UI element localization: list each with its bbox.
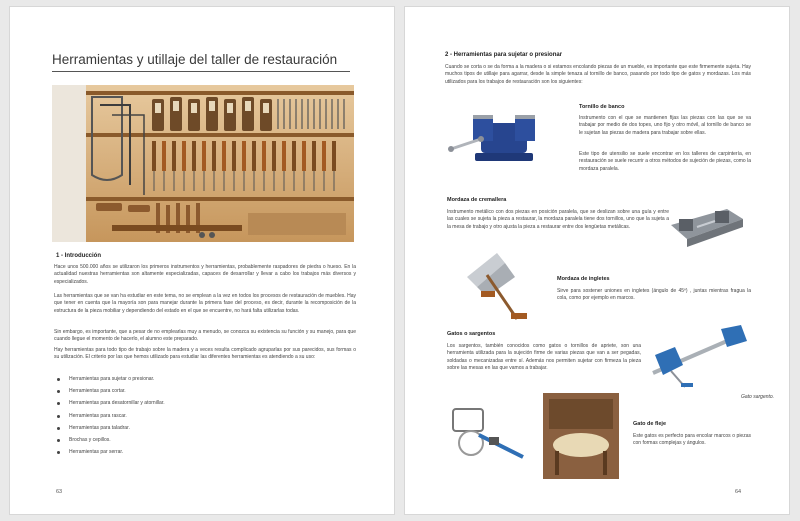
bar-clamps-heading: Gatos o sargentos: [447, 331, 496, 337]
intro-paragraph-3: Sin embargo, es importante, que a pesar de no emplearlas muy a menudo, se conozca su existencia su función y su manejo, para que cuando llegue el momento de hacerlo, el alumno este preparado.: [54, 329, 356, 343]
list-item: Herramientas par serrar.: [57, 446, 165, 458]
bullet-icon: [57, 378, 60, 381]
chapter-title: Herramientas y utillaje del taller de restauración: [52, 52, 338, 67]
miter-clamp-image: [457, 247, 537, 327]
tool-wall-photo: [52, 85, 354, 242]
list-item: Herramientas para cortar.: [57, 385, 165, 397]
strap-clamp-image: [445, 403, 535, 463]
clamping-intro-paragraph: Cuando se corta o se da forma a la madera o si estamos encolando piezas de un mueble, es importante que este firmemente sujeta. Hay muchos tipos de utillaje para agarrar, desde la simple tenaza al tornillo de banco, pasando por todo tipo de gatos y mordazas. Los más utilizados para los trabajos de restauración son los siguientes:: [445, 64, 751, 85]
rack-clamp-heading: Mordaza de cremallera: [447, 197, 507, 203]
section-introduction-heading: 1 - Introducción: [56, 253, 101, 259]
intro-paragraph-2: Las herramientas que se van ha estudiar en este tema, no se emplean a la vez en todos los procesos de restauración de muebles. Hay que tener en cuenta que la mayoría son para manejar durante la primera fase del proceso, es decir, durante la recomposición de la estructura de la pieza mobiliar y dependiendo del estado en el que se encuentre, no hará falta utilizarlas todas.: [54, 293, 356, 314]
intro-paragraph-4: Hay herramientas para todo tipo de trabajo sobre la madera y a veces resulta complicado agruparlas por sus parecidos, sus formas o su utilización. El criterio por las que hemos utilizado para estudiar las diferentes herramientas es atendiendo a su uso:: [54, 347, 356, 361]
left-page: [9, 6, 395, 515]
bullet-icon: [57, 451, 60, 454]
strap-clamp-text: Este gatos es perfecto para encolar marcos o piezas con formas complejas y ángulos.: [633, 433, 751, 447]
bench-vise-text-1: Instrumento con el que se mantienen fijas las piezas con las que se va trabajar por medio de dos topes, uno fijo y otro móvil, al tornillo de banco se le sujetan las piezas de madera para trabajar sobre ellas.: [579, 115, 751, 136]
page-number-left: 63: [56, 489, 63, 495]
tool-wall-illustration: [52, 85, 354, 242]
page-number-right: 64: [735, 489, 742, 495]
miter-clamp-heading: Mordaza de ingletes: [557, 276, 610, 282]
bar-clamps-text: Los sargentos, también conocidos como gatos o tornillos de apriete, son una herramienta utilizada para la sujeción firme de varias piezas que van a ser pegadas, soldadas o mecanizadas entre sí. Además nos permiten sujetar con firmeza la pieza sobre las mesas en las que vamos a trabajar.: [447, 343, 641, 372]
list-item: Herramientas para desatornillar y atornillar.: [57, 397, 165, 409]
bench-vise-image: [445, 103, 565, 171]
tool-categories-list: [57, 373, 165, 458]
bar-clamp-caption: Gato sargento.: [741, 394, 775, 400]
bullet-icon: [57, 427, 60, 430]
bench-vise-text-2: Este tipo de utensilio se suele encontrar en los talleres de carpintería, en restauración se suele recurrir a otros métodos de sujeción de piezas, como la mordaza paralela.: [579, 151, 751, 172]
list-item: Brochas y cepillos.: [57, 434, 165, 446]
section-clamping-heading: 2 - Herramientas para sujetar o presionar: [445, 52, 563, 58]
rack-clamp-text: Instrumento metálico con dos piezas en posición paralela, que se deslizan sobre una guía y entre las cuales se sujeta la pieza a restaurar, la mordaza paralela tiene dos tornillos, uno que la sujeta a la mesa de trabajo y otro ajusta la pieza a restaurar entre dos lengüetas metálicas.: [447, 209, 669, 230]
bar-clamp-image: [645, 325, 755, 389]
bullet-icon: [57, 415, 60, 418]
title-underline: [52, 71, 350, 72]
rack-clamp-image: [667, 199, 747, 249]
bullet-icon: [57, 439, 60, 442]
list-item: Herramientas para sujetar o presionar.: [57, 373, 165, 385]
right-page: [404, 6, 790, 515]
bullet-icon: [57, 402, 60, 405]
bullet-icon: [57, 390, 60, 393]
chair-with-strap-image: [543, 393, 619, 479]
bench-vise-heading: Tornillo de banco: [579, 104, 625, 110]
strap-clamp-heading: Gato de fleje: [633, 421, 667, 427]
intro-paragraph-1: Hace unos 500.000 años se utilizaron los primeros instrumentos y herramientas, probablemente raspadores de piedra o hueso. En la actualidad nuestras herramientas son altamente especializadas, capaces de desarrollar y llevar a cabo los trabajos más diversos y especializados.: [54, 264, 356, 285]
miter-clamp-text: Sirve para sostener uniones en ingletes (ángulo de 45º) , juntas mientras fragua la cola, como por ejemplo en marcos.: [557, 288, 751, 302]
list-item: Herramientas para taladrar.: [57, 422, 165, 434]
list-item: Herramientas para rascar.: [57, 410, 165, 422]
